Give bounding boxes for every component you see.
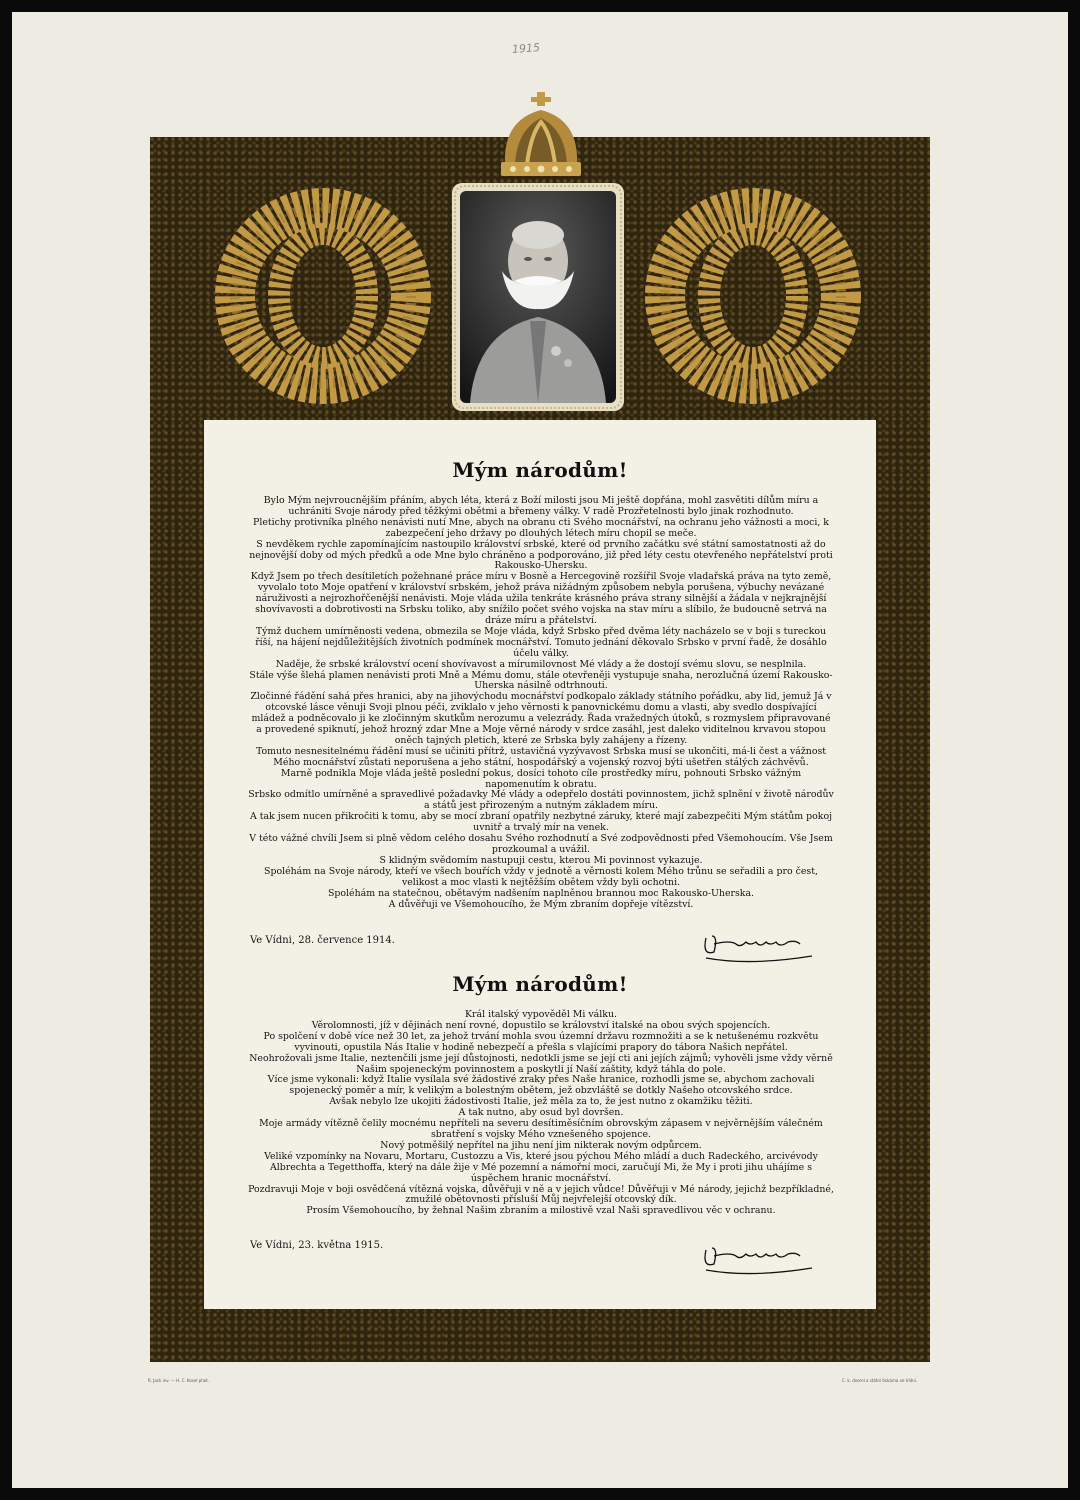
proclamation-2-dateline: Ve Vídni, 23. května 1915.: [250, 1240, 384, 1251]
proclamation-2-body: [248, 1010, 834, 1217]
signature-icon: [700, 1238, 818, 1276]
laurel-wreath-icon: [213, 186, 433, 406]
paragraph: Po spolčení v době více než 30 let, za jehož trvání mohla svou územní državu rozmnožiti a se k netušenému rozkvětu vyvinouti, opustila Nás Italie v hodině nebezpečí a přešla s vlajícími prapory do tábora Našich nepřátel.: [263, 1030, 819, 1053]
paragraph: A důvěřuji ve Všemohoucího, že Mým zbraním dopřeje vítězství.: [388, 898, 694, 910]
signature-2: [700, 1238, 818, 1276]
proclamation-1-title: Mým národům!: [452, 458, 628, 482]
paragraph: Prosím Všemohoucího, by žehnal Našim zbraním a milostivě vzal Naši spravedlivou věc v ochranu.: [306, 1205, 776, 1217]
paragraph: Spoléhám na Svoje národy, kteří ve všech bouřích vždy v jednotě a věrnosti kolem Mého trůnu se seřadili a pro čest, velikost a moc vlasti k nejtěžším obětem vždy byli ochotni.: [264, 865, 818, 888]
paragraph: Stále výše šlehá plamen nenávisti proti Mně a Mému domu, stále otevřeněji vystupuje snaha, nerozlučná území Rakousko-Uherska násilně odtrhnouti.: [249, 669, 833, 692]
proclamation-1-dateline: Ve Vídni, 28. července 1914.: [250, 935, 395, 946]
paragraph: Pletichy protivníka plného nenávisti nutí Mne, abych na obranu cti Svého mocnářství, na ochranu jeho vážnosti a moci, k zabezpečení jeho državy po dlouhých létech míru chopil se meče.: [253, 516, 829, 539]
paragraph: Bylo Mým nejvroucnějším přáním, abych léta, která z Boží milosti jsou Mi ještě dopřána, mohl zasvětiti dílům míru a uchrániti Svoje národy před těžkými obětmi a břemeny války. V radě Prozřetelnosti bylo jinak rozhodnuto.: [263, 495, 819, 517]
laurel-wreath-icon: [643, 186, 863, 406]
paragraph: Věrolomnosti, jíž v dějinách není rovné, dopustilo se království italské na obou svých spojencích.: [311, 1019, 771, 1031]
paragraph: S nevděkem rychle zapomínajícím nastoupilo království srbské, které od prvního začátku své státní samostatnosti až do nejnovější doby od mých předků a ode Mne bylo chráněno a podporováno, již před léty cestu otevřeného nepřátelství proti Rakousko-Uhersku.: [249, 538, 833, 572]
signature-icon: [700, 926, 818, 964]
paragraph: Veliké vzpomínky na Novaru, Mortaru, Custozzu a Vis, které jsou pýchou Mého mládí a duch Radeckého, arcivévody Albrechta a Tegetthoffa, který na dále žije v Mé pozemní a námořní moci, zaručují Mi, že My i proti jihu uhájíme s úspěchem hranic mocnářství.: [264, 1150, 818, 1184]
paragraph: S klidným svědomím nastupuji cestu, kterou Mi povinnost vykazuje.: [379, 854, 703, 866]
paragraph: Spoléhám na statečnou, obětavým nadšením naplněnou brannou moc Rakousko-Uherska.: [327, 887, 755, 899]
paragraph: Neohrožovali jsme Italie, neztenčili jsme její důstojnosti, nedotkli jsme se její cti ani jejích zájmů; vyhověli jsme vždy věrně Našim spojeneckým povinnostem a poskytli jí Naší záštity, když táhla do pole.: [249, 1052, 833, 1075]
right-laurel-wreath: [643, 186, 863, 406]
paragraph: A tak nutno, aby osud byl dovršen.: [458, 1107, 624, 1119]
paragraph: Týmž duchem umírněnosti vedena, obmezila se Moje vláda, když Srbsko před dvěma léty nacházelo se v boji s tureckou říší, na hájení nejdůležitějších životních podmínek mocnářství. Tomuto jednání děkovalo Srbsko v první řadě, že dosáhlo účelu války.: [255, 625, 827, 659]
paragraph: Zločinné řádění sahá přes hranici, aby na jihovýchodu mocnářství podkopalo základy státního pořádku, aby lid, jemuž Já v otcovské lásce věnuji Svoji plnou péči, zviklalo v jeho věrnosti k panovnickému domu a vlasti, aby svedlo dospívající mládež a podněcovalo ji ke zločinným skutkům nerozumu a velezrády. Řada vražedných útoků, s rozmyslem připravované a provedené spiknutí, jehož hrozný zdar Mne a Moje věrné národy v srdce zasáhl, jest daleko viditelnou krvavou stopou oněch tajných pletich, které ze Srbska byly zahájeny a řízeny.: [250, 691, 832, 746]
imprint-right: C. k. dvorní a státní tiskárna ve Vídni.: [842, 1378, 918, 1383]
paragraph: Tomuto nesnesitelnému řádění musí se učiniti přítrž, ustavičná vyzývavost Srbska musí se ukončiti, má-li čest a vážnost Mého mocnářství zůstati neporušena a jeho státní, hospodářský a vojenský rozvoj býti ušetřen stálých záchvěvů.: [255, 745, 827, 768]
pencil-note: 1915: [511, 41, 541, 56]
paragraph: Král italský vypověděl Mi válku.: [465, 1009, 617, 1020]
emperor-portrait: [452, 183, 624, 411]
paragraph: A tak jsem nucen přikročiti k tomu, aby se mocí zbraní opatřily nezbytné záruky, které mají zabezpečiti Mým státům pokoj uvnitř a trvalý mír na venek.: [249, 811, 833, 834]
signature-1: [700, 926, 818, 964]
imperial-crown-icon: [497, 90, 585, 182]
paragraph: Pozdravuji Moje v boji osvědčená vítězná vojska, důvěřuji v ně a v jejich vůdce! Důvěřuji v Mé národy, jejichž bezpříkladné, zmužilé obětovnosti přísluší Můj nejvřelejší otcovský dík.: [248, 1183, 834, 1206]
paragraph: Nový potměšilý nepřítel na jihu není jim nikterak novým odpůrcem.: [380, 1139, 702, 1151]
portrait-photo-icon: [460, 191, 616, 403]
proclamation-panel: [204, 420, 876, 1309]
paragraph: Marně podnikla Moje vláda ještě poslední pokus, dosíci tohoto cíle prostředky míru, pohnouti Srbsko vážným napomenutím k obratu.: [280, 767, 802, 790]
imprint-left: R. Jack inv. — H. C. Kosel phot.: [148, 1378, 210, 1383]
paragraph: Když Jsem po třech desítiletích požehnané práce míru v Bosně a Hercegovině rozšířil Svoje vladařská práva na tyto země, vyvolalo toto Moje opatření v království srbském, jehož práva nižádným způsobem nebyla porušena, výbuchy nevázané náruživosti a nejrozhořčenější nenávisti. Moje vláda užila tenkráte krásného práva strany silnější a žádala v nejkrajnější shovívavosti a dobrotivosti na Srbsku toliko, aby snížilo počet svého vojska na stav míru a slíbilo, že budoucně setrvá na dráze míru a přátelství.: [250, 571, 832, 626]
paragraph: V této vážné chvíli Jsem si plně vědom celého dosahu Svého rozhodnutí a Své zodpovědnosti před Všemohoucím. Vše Jsem prozkoumal a uvážil.: [249, 833, 833, 855]
paragraph: Více jsme vykonali: když Italie vysílala své žádostivé zraky přes Naše hranice, rozhodli jsme se, abychom zachovali spojenecký poměr a mír, k velikým a bolestným obětem, jež obzvláště se dotkly Našeho otcovského srdce.: [267, 1074, 815, 1097]
proclamation-1-body: [248, 496, 834, 910]
paragraph: Srbsko odmítlo umírněné a spravedlivé požadavky Mé vlády a odepřelo dostáti povinnostem, jichž splnění v životě národův a států jest přirozeným a nutným základem míru.: [248, 789, 834, 812]
left-laurel-wreath: [213, 186, 433, 406]
paragraph: Moje armády vítězně čelily mocnému nepříteli na severu desítiměsíčním obrovským zápasem v nejvěrnějším válečném sbratření s vojsky Mého vznešeného spojence.: [259, 1118, 823, 1140]
proclamation-2-title: Mým národům!: [452, 972, 628, 996]
paragraph: Naděje, že srbské království ocení shovívavost a mírumilovnost Mé vlády a že dostojí svému slovu, se nesplnila.: [275, 658, 807, 670]
paragraph: Avšak nebylo lze ukojiti žádostivosti Italie, jež měla za to, že jest nutno z okamžiku těžiti.: [329, 1096, 753, 1108]
